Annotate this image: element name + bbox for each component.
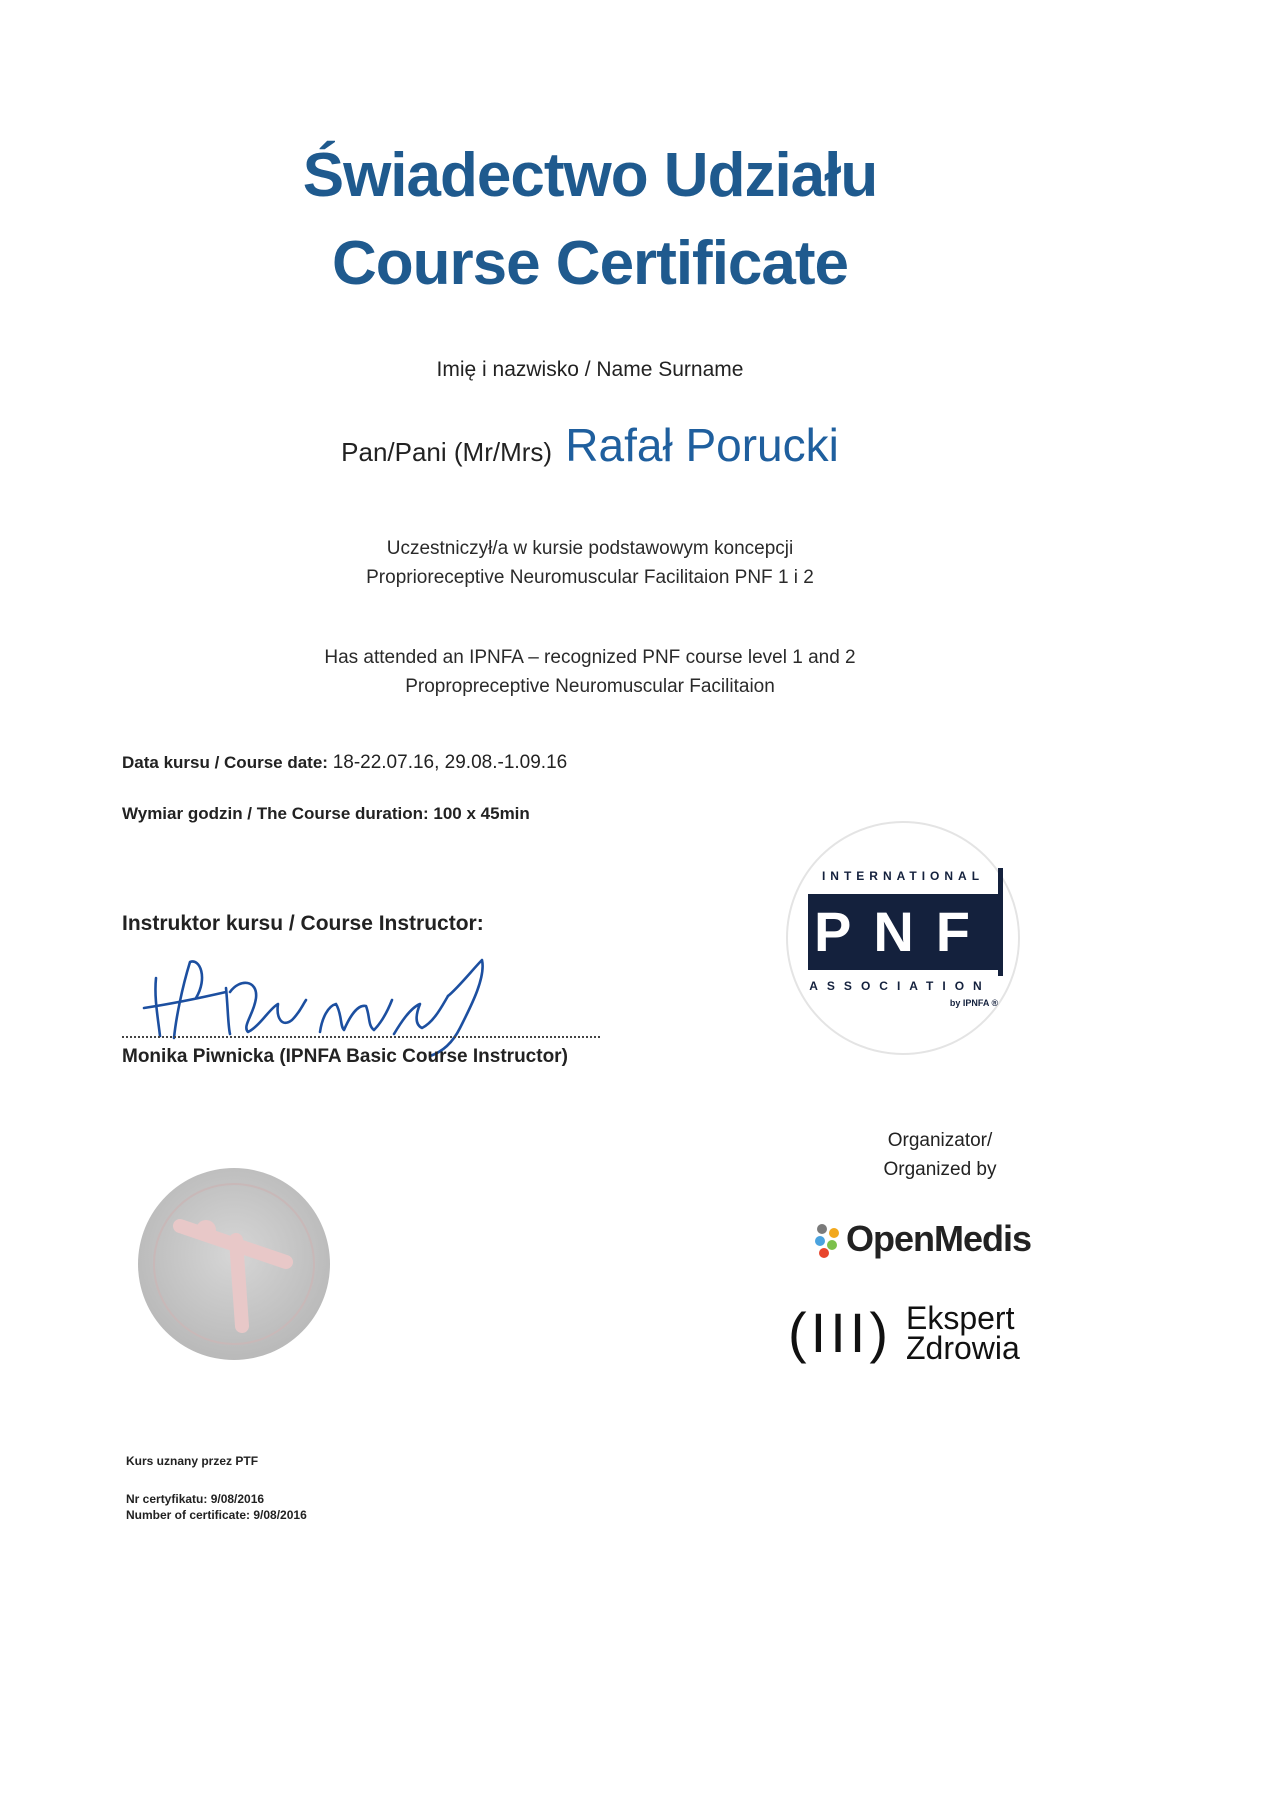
description-polish (0, 534, 1180, 592)
ptf-seal-stamp (136, 1166, 332, 1362)
ekspert-line-1: Ekspert (905, 1299, 1015, 1336)
duration-row (122, 804, 530, 824)
duration-label: Wymiar godzin / The Course duration: (122, 804, 429, 823)
description-english-line-1: Has attended an IPNFA – recognized PNF course level 1 and 2 (324, 647, 856, 668)
description-polish-line-1: Uczestniczył/a w kursie podstawowym koncepcji (386, 538, 794, 559)
course-date-label: Data kursu / Course date: (122, 753, 328, 772)
openmedis-dots-icon (812, 1219, 846, 1259)
duration-value: 100 x 45min (433, 804, 530, 823)
openmedis-logo (812, 1218, 1031, 1260)
description-polish-line-2: Proprioreceptive Neuromuscular Facilitaion PNF 1 i 2 (366, 567, 814, 588)
course-date-value: 18-22.07.16, 29.08.-1.09.16 (332, 752, 568, 773)
name-caption: Imię i nazwisko / Name Surname (436, 358, 744, 381)
name-line (0, 418, 1180, 472)
ekspert-zdrowia-mark: (III) (788, 1301, 892, 1364)
pnf-logo-top-text: INTERNATIONAL (821, 869, 985, 883)
pnf-logo-main-text: PNF (814, 900, 992, 963)
certificate-number-pl: Nr certyfikatu: 9/08/2016 (126, 1492, 265, 1506)
certificate-number-en: Number of certificate: 9/08/2016 (126, 1508, 307, 1522)
description-english (0, 643, 1180, 701)
title-polish: Świadectwo Udziału (302, 141, 878, 210)
ekspert-line-2: Zdrowia (905, 1329, 1020, 1366)
pnf-logo-sub-text: by IPNFA ® (949, 998, 999, 1008)
instructor-signature (130, 948, 510, 1058)
pnf-association-logo (778, 808, 1028, 1068)
recognized-by: Kurs uznany przez PTF (126, 1454, 259, 1468)
organizer-label (840, 1126, 1040, 1184)
signature-line (122, 1036, 600, 1038)
instructor-label: Instruktor kursu / Course Instructor: (122, 912, 484, 935)
openmedis-text: OpenMedis (846, 1218, 1032, 1259)
pnf-logo-bottom-text: ASSOCIATION (809, 979, 991, 993)
participant-name: Rafał Porucki (565, 419, 839, 471)
organizer-line-1: Organizator/ (887, 1130, 993, 1151)
ekspert-zdrowia-logo (788, 1300, 1020, 1365)
description-english-line-2: Propropreceptive Neuromuscular Facilitaion (405, 676, 775, 697)
course-date-row (122, 752, 567, 774)
organizer-line-2: Organized by (883, 1159, 997, 1180)
instructor-name: Monika Piwnicka (IPNFA Basic Course Instructor) (122, 1046, 568, 1067)
title-english: Course Certificate (331, 229, 849, 298)
salutation: Pan/Pani (Mr/Mrs) (341, 437, 553, 467)
